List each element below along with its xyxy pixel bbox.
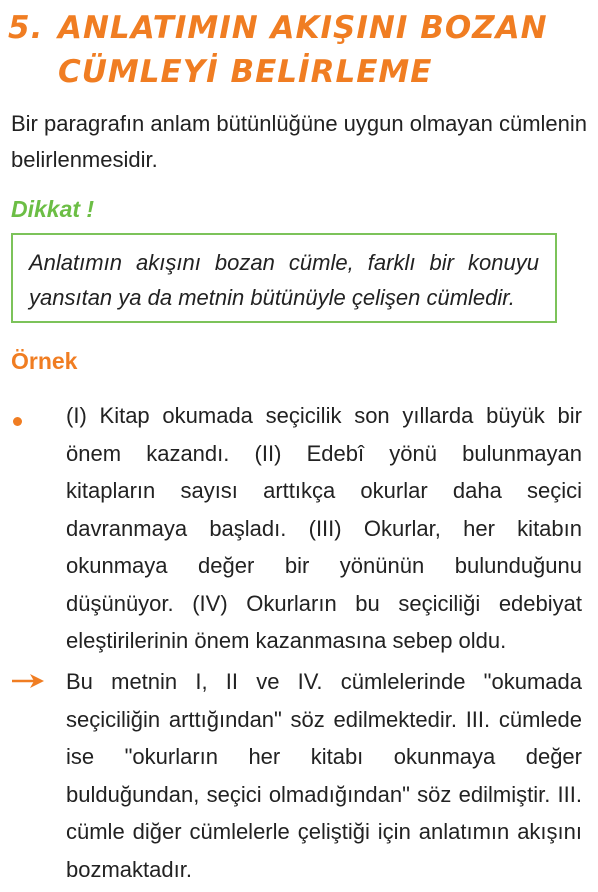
example-paragraph: (I) Kitap okumada seçicilik son yıllarda büyük bir önem kazandı. (II) Edebî yönü bulunmayan kitapların sayısı arttıkça okurlar daha seçici davranmaya başladı. (III) Okurlar, her kitabın okunmaya değer bir yönünün bulunduğunu düşünüyor. (IV) Okurların bu seçiciliği edebiyat eleştirilerinin önem kazanmasına sebep oldu.	[66, 403, 582, 653]
bullet-dot-icon	[13, 417, 22, 426]
dikkat-note-box	[11, 233, 557, 323]
section-number: 5.	[8, 10, 44, 46]
section-title-line1: ANLATIMIN AKIŞINI BOZAN	[58, 10, 548, 46]
dikkat-heading: Dikkat !	[11, 196, 95, 222]
section-title-line2: CÜMLEYİ BELİRLEME	[58, 54, 433, 90]
intro-paragraph: Bir paragrafın anlam bütünlüğüne uygun olmayan cümlenin belirlenmesidir.	[11, 111, 588, 172]
section-title	[8, 6, 588, 94]
arrow-right-icon	[10, 671, 46, 691]
dikkat-note-text: Anlatımın akışını bozan cümle, farklı bir konuyu yansıtan ya da metnin bütünüyle çelişen cümledir.	[29, 250, 539, 310]
answer-paragraph: Bu metnin I, II ve IV. cümlelerinde "okumada seçiciliğin arttığından" söz edilmektedir. III. cümlede ise "okurların her kitabı okunmaya değer bulduğundan, seçici olmadığından" söz edilmiştir. III. cümle diğer cümlelerle çeliştiği için anlatımın akışını bozmaktadır.	[66, 669, 582, 882]
ornek-heading: Örnek	[11, 348, 78, 374]
